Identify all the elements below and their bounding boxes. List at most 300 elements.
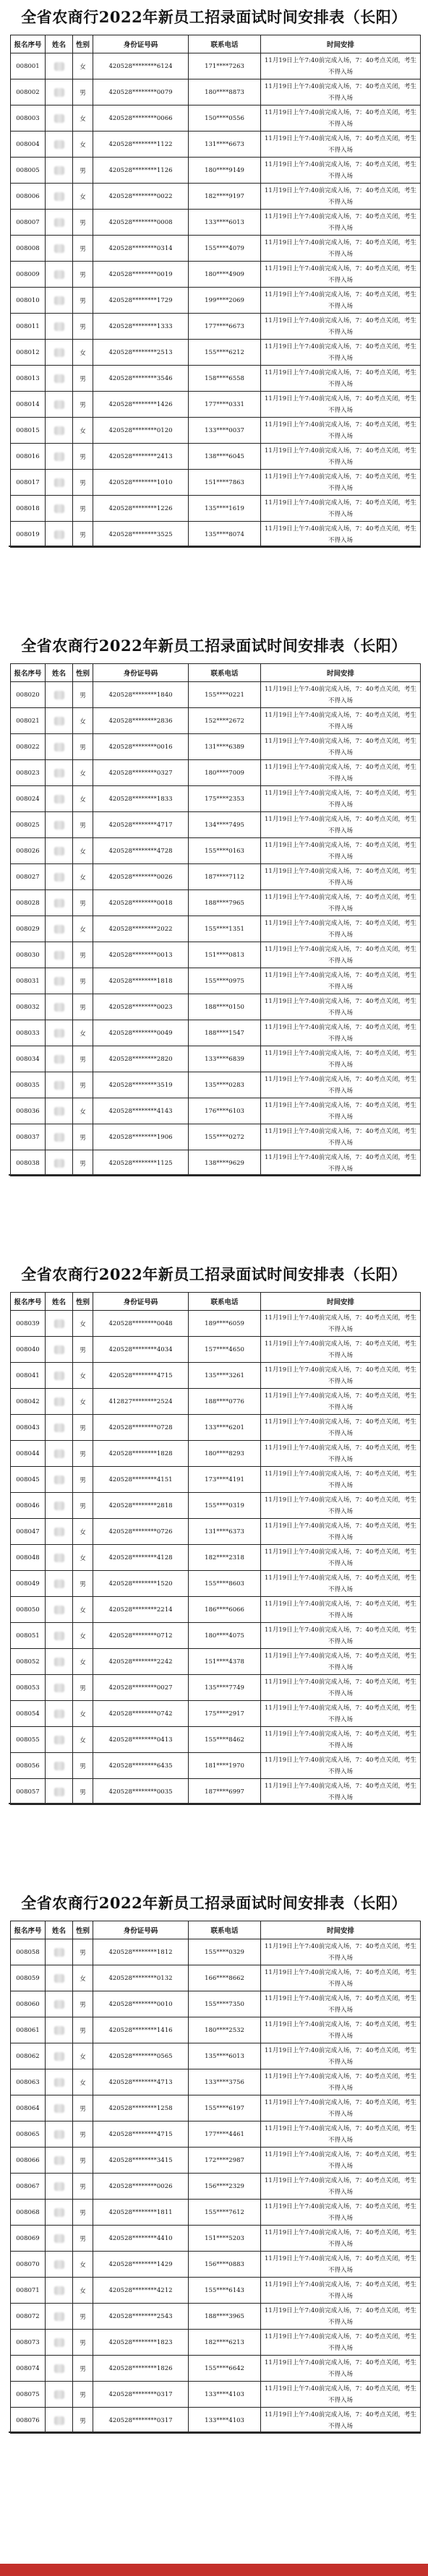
name-cell	[46, 132, 73, 158]
id-number-cell: 420528********0565	[93, 2043, 189, 2069]
time-arrangement-cell: 11月19日上午7:40前完成入场，7：40考点关闭，考生不得入场	[261, 1649, 421, 1675]
reg-number-cell: 008074	[11, 2356, 46, 2382]
id-number-cell: 420528********1906	[93, 1124, 189, 1150]
time-arrangement-cell: 11月19日上午7:40前完成入场，7：40考点关闭，考生不得入场	[261, 522, 421, 548]
redacted-name	[54, 743, 64, 751]
table-row	[11, 734, 421, 760]
table-row	[11, 1098, 421, 1124]
phone-cell: 188****0150	[189, 994, 261, 1020]
redacted-name	[54, 1476, 64, 1484]
phone-cell: 150****0556	[189, 105, 261, 132]
name-cell	[46, 496, 73, 522]
name-cell	[46, 2252, 73, 2278]
name-cell	[46, 2382, 73, 2408]
name-cell	[46, 1991, 73, 2017]
name-cell	[46, 1072, 73, 1098]
name-cell	[46, 1467, 73, 1493]
column-header: 身份证号码	[93, 35, 189, 53]
phone-cell: 187****7112	[189, 864, 261, 890]
redacted-name	[54, 847, 64, 856]
phone-cell: 166****8662	[189, 1965, 261, 1991]
table-row	[11, 522, 421, 548]
reg-number-cell: 008008	[11, 236, 46, 262]
gender-cell: 男	[73, 522, 93, 548]
time-arrangement-cell: 11月19日上午7:40前完成入场，7：40考点关闭，考生不得入场	[261, 2148, 421, 2174]
phone-cell: 180****2532	[189, 2017, 261, 2043]
id-number-cell: 420528********0132	[93, 1965, 189, 1991]
time-arrangement-cell: 11月19日上午7:40前完成入场，7：40考点关闭，考生不得入场	[261, 1389, 421, 1415]
column-header: 报名序号	[11, 35, 46, 53]
time-arrangement-cell: 11月19日上午7:40前完成入场，7：40考点关闭，考生不得入场	[261, 1545, 421, 1571]
table-row	[11, 1337, 421, 1363]
name-cell	[46, 444, 73, 470]
phone-cell: 180****4909	[189, 262, 261, 288]
redacted-name	[54, 925, 64, 934]
name-cell	[46, 184, 73, 210]
phone-cell: 177****6673	[189, 314, 261, 340]
phone-cell: 133****3756	[189, 2069, 261, 2095]
reg-number-cell: 008043	[11, 1415, 46, 1441]
phone-cell: 156****2329	[189, 2174, 261, 2200]
column-header: 身份证号码	[93, 664, 189, 682]
phone-cell: 180****7009	[189, 760, 261, 786]
id-number-cell: 420528********4715	[93, 2121, 189, 2148]
name-cell	[46, 812, 73, 838]
id-number-cell: 420528********2836	[93, 708, 189, 734]
reg-number-cell: 008052	[11, 1649, 46, 1675]
redacted-name	[54, 1423, 64, 1432]
gender-cell: 女	[73, 184, 93, 210]
id-number-cell: 420528********0022	[93, 184, 189, 210]
gender-cell: 男	[73, 1046, 93, 1072]
table-row	[11, 2043, 421, 2069]
redacted-name	[54, 1055, 64, 1064]
redacted-name	[54, 899, 64, 908]
redacted-name	[54, 1528, 64, 1536]
time-arrangement-cell: 11月19日上午7:40前完成入场，7：40考点关闭，考生不得入场	[261, 444, 421, 470]
time-arrangement-cell: 11月19日上午7:40前完成入场，7：40考点关闭，考生不得入场	[261, 1597, 421, 1623]
gender-cell: 男	[73, 682, 93, 708]
reg-number-cell: 008019	[11, 522, 46, 548]
redacted-name	[54, 2364, 64, 2373]
column-header: 性别	[73, 35, 93, 53]
phone-cell: 158****6558	[189, 366, 261, 392]
time-arrangement-cell: 11月19日上午7:40前完成入场，7：40考点关闭，考生不得入场	[261, 1363, 421, 1389]
id-number-cell: 420528********3525	[93, 522, 189, 548]
gender-cell: 女	[73, 1597, 93, 1623]
schedule-table	[10, 35, 421, 548]
table-row	[11, 682, 421, 708]
name-cell	[46, 236, 73, 262]
name-cell	[46, 79, 73, 105]
time-arrangement-cell: 11月19日上午7:40前完成入场，7：40考点关闭，考生不得入场	[261, 1441, 421, 1467]
table-row	[11, 236, 421, 262]
table-row	[11, 812, 421, 838]
page-title: 全省农商行2022年新员工招录面试时间安排表（长阳）	[21, 1894, 407, 1912]
redacted-name	[54, 1632, 64, 1640]
redacted-name	[54, 374, 64, 383]
gender-cell: 男	[73, 1415, 93, 1441]
phone-cell: 131****6373	[189, 1519, 261, 1545]
table-row	[11, 1467, 421, 1493]
phone-cell: 135****7749	[189, 1675, 261, 1701]
phone-cell: 188****1547	[189, 1020, 261, 1046]
redacted-name	[54, 2052, 64, 2061]
phone-cell: 186****6066	[189, 1597, 261, 1623]
name-cell	[46, 1779, 73, 1805]
schedule-table	[10, 1921, 421, 2434]
id-number-cell: 420528********4728	[93, 838, 189, 864]
time-arrangement-cell: 11月19日上午7:40前完成入场，7：40考点关闭，考生不得入场	[261, 1753, 421, 1779]
time-arrangement-cell: 11月19日上午7:40前完成入场，7：40考点关闭，考生不得入场	[261, 1727, 421, 1753]
reg-number-cell: 008059	[11, 1965, 46, 1991]
table-row	[11, 2174, 421, 2200]
gender-cell: 女	[73, 1098, 93, 1124]
name-cell	[46, 1493, 73, 1519]
name-cell	[46, 1046, 73, 1072]
time-arrangement-cell: 11月19日上午7:40前完成入场，7：40考点关闭，考生不得入场	[261, 1493, 421, 1519]
reg-number-cell: 008011	[11, 314, 46, 340]
reg-number-cell: 008039	[11, 1311, 46, 1337]
gender-cell: 男	[73, 1939, 93, 1965]
name-cell	[46, 418, 73, 444]
id-number-cell: 420528********1416	[93, 2017, 189, 2043]
reg-number-cell: 008066	[11, 2148, 46, 2174]
time-arrangement-cell: 11月19日上午7:40前完成入场，7：40考点关闭，考生不得入场	[261, 158, 421, 184]
redacted-name	[54, 270, 64, 279]
id-number-cell: 420528********1823	[93, 2330, 189, 2356]
reg-number-cell: 008015	[11, 418, 46, 444]
id-number-cell: 420528********0413	[93, 1727, 189, 1753]
name-cell	[46, 994, 73, 1020]
name-cell	[46, 1098, 73, 1124]
name-cell	[46, 340, 73, 366]
redacted-name	[54, 2000, 64, 2009]
id-number-cell: 420528********0317	[93, 2408, 189, 2434]
phone-cell: 155****7350	[189, 1991, 261, 2017]
column-header: 联系电话	[189, 1293, 261, 1311]
reg-number-cell: 008063	[11, 2069, 46, 2095]
reg-number-cell: 008047	[11, 1519, 46, 1545]
gender-cell: 女	[73, 418, 93, 444]
time-arrangement-cell: 11月19日上午7:40前完成入场，7：40考点关闭，考生不得入场	[261, 2252, 421, 2278]
id-number-cell: 420528********0120	[93, 418, 189, 444]
table-row	[11, 1939, 421, 1965]
redacted-name	[54, 1371, 64, 1380]
phone-cell: 180****8873	[189, 79, 261, 105]
header-row	[11, 1921, 421, 1939]
id-number-cell: 420528********0026	[93, 864, 189, 890]
gender-cell: 男	[73, 2174, 93, 2200]
id-number-cell: 420528********0317	[93, 2382, 189, 2408]
time-arrangement-cell: 11月19日上午7:40前完成入场，7：40考点关闭，考生不得入场	[261, 1020, 421, 1046]
table-row	[11, 2382, 421, 2408]
reg-number-cell: 008049	[11, 1571, 46, 1597]
header-row	[11, 1293, 421, 1311]
name-cell	[46, 2174, 73, 2200]
name-cell	[46, 1441, 73, 1467]
time-arrangement-cell: 11月19日上午7:40前完成入场，7：40考点关闭，考生不得入场	[261, 1098, 421, 1124]
id-number-cell: 420528********0018	[93, 890, 189, 916]
redacted-name	[54, 1948, 64, 1957]
redacted-name	[54, 1502, 64, 1510]
table-row	[11, 968, 421, 994]
table-row	[11, 444, 421, 470]
time-arrangement-cell: 11月19日上午7:40前完成入场，7：40考点关闭，考生不得入场	[261, 1150, 421, 1176]
gender-cell: 女	[73, 132, 93, 158]
time-arrangement-cell: 11月19日上午7:40前完成入场，7：40考点关闭，考生不得入场	[261, 184, 421, 210]
reg-number-cell: 008017	[11, 470, 46, 496]
id-number-cell: 420528********1818	[93, 968, 189, 994]
reg-number-cell: 008072	[11, 2304, 46, 2330]
column-header: 报名序号	[11, 1921, 46, 1939]
time-arrangement-cell: 11月19日上午7:40前完成入场，7：40考点关闭，考生不得入场	[261, 418, 421, 444]
reg-number-cell: 008042	[11, 1389, 46, 1415]
phone-cell: 177****4461	[189, 2121, 261, 2148]
id-number-cell: 420528********4713	[93, 2069, 189, 2095]
table-row	[11, 2304, 421, 2330]
gender-cell: 女	[73, 340, 93, 366]
table-row	[11, 340, 421, 366]
name-cell	[46, 210, 73, 236]
time-arrangement-cell: 11月19日上午7:40前完成入场，7：40考点关闭，考生不得入场	[261, 1623, 421, 1649]
gender-cell: 男	[73, 1072, 93, 1098]
id-number-cell: 420528********1226	[93, 496, 189, 522]
time-arrangement-cell: 11月19日上午7:40前完成入场，7：40考点关闭，考生不得入场	[261, 1675, 421, 1701]
gender-cell: 女	[73, 708, 93, 734]
table-row	[11, 838, 421, 864]
reg-number-cell: 008069	[11, 2226, 46, 2252]
time-arrangement-cell: 11月19日上午7:40前完成入场，7：40考点关闭，考生不得入场	[261, 1415, 421, 1441]
gender-cell: 男	[73, 314, 93, 340]
header-row	[11, 664, 421, 682]
page-separator	[9, 546, 421, 547]
table-row	[11, 2017, 421, 2043]
time-arrangement-cell: 11月19日上午7:40前完成入场，7：40考点关闭，考生不得入场	[261, 994, 421, 1020]
id-number-cell: 420528********3546	[93, 366, 189, 392]
name-cell	[46, 890, 73, 916]
time-arrangement-cell: 11月19日上午7:40前完成入场，7：40考点关闭，考生不得入场	[261, 942, 421, 968]
table-row	[11, 994, 421, 1020]
table-row	[11, 2121, 421, 2148]
gender-cell: 男	[73, 1150, 93, 1176]
reg-number-cell: 008001	[11, 53, 46, 79]
id-number-cell: 420528********0049	[93, 1020, 189, 1046]
redacted-name	[54, 2260, 64, 2269]
name-cell	[46, 864, 73, 890]
table-row	[11, 1965, 421, 1991]
time-arrangement-cell: 11月19日上午7:40前完成入场，7：40考点关闭，考生不得入场	[261, 366, 421, 392]
id-number-cell: 420528********1126	[93, 158, 189, 184]
name-cell	[46, 2330, 73, 2356]
table-row	[11, 1545, 421, 1571]
time-arrangement-cell: 11月19日上午7:40前完成入场，7：40考点关闭，考生不得入场	[261, 708, 421, 734]
table-row	[11, 2408, 421, 2434]
id-number-cell: 420528********3519	[93, 1072, 189, 1098]
name-cell	[46, 1753, 73, 1779]
gender-cell: 女	[73, 2278, 93, 2304]
reg-number-cell: 008030	[11, 942, 46, 968]
id-number-cell: 420528********2543	[93, 2304, 189, 2330]
id-number-cell: 420528********0728	[93, 1415, 189, 1441]
gender-cell: 女	[73, 864, 93, 890]
page-separator	[9, 1174, 421, 1176]
gender-cell: 女	[73, 1727, 93, 1753]
reg-number-cell: 008073	[11, 2330, 46, 2356]
time-arrangement-cell: 11月19日上午7:40前完成入场，7：40考点关闭，考生不得入场	[261, 2330, 421, 2356]
phone-cell: 155****6143	[189, 2278, 261, 2304]
phone-cell: 151****5203	[189, 2226, 261, 2252]
name-cell	[46, 470, 73, 496]
name-cell	[46, 942, 73, 968]
name-cell	[46, 1965, 73, 1991]
redacted-name	[54, 977, 64, 986]
reg-number-cell: 008053	[11, 1675, 46, 1701]
gender-cell: 男	[73, 79, 93, 105]
phone-cell: 155****4079	[189, 236, 261, 262]
name-cell	[46, 1363, 73, 1389]
time-arrangement-cell: 11月19日上午7:40前完成入场，7：40考点关闭，考生不得入场	[261, 812, 421, 838]
redacted-name	[54, 2026, 64, 2035]
reg-number-cell: 008051	[11, 1623, 46, 1649]
gender-cell: 男	[73, 2148, 93, 2174]
redacted-name	[54, 1345, 64, 1354]
gender-cell: 男	[73, 366, 93, 392]
id-number-cell: 420528********4715	[93, 1363, 189, 1389]
reg-number-cell: 008026	[11, 838, 46, 864]
name-cell	[46, 1649, 73, 1675]
table-row	[11, 1441, 421, 1467]
reg-number-cell: 008029	[11, 916, 46, 942]
table-row	[11, 942, 421, 968]
reg-number-cell: 008056	[11, 1753, 46, 1779]
phone-cell: 182****9197	[189, 184, 261, 210]
name-cell	[46, 2356, 73, 2382]
id-number-cell: 420528********0035	[93, 1779, 189, 1805]
redacted-name	[54, 166, 64, 175]
name-cell	[46, 1597, 73, 1623]
gender-cell: 男	[73, 392, 93, 418]
table-row	[11, 1779, 421, 1805]
phone-cell: 133****6201	[189, 1415, 261, 1441]
reg-number-cell: 008067	[11, 2174, 46, 2200]
table-row	[11, 470, 421, 496]
table-row	[11, 1363, 421, 1389]
time-arrangement-cell: 11月19日上午7:40前完成入场，7：40考点关闭，考生不得入场	[261, 1046, 421, 1072]
table-row	[11, 1311, 421, 1337]
reg-number-cell: 008031	[11, 968, 46, 994]
id-number-cell: 420528********1258	[93, 2095, 189, 2121]
time-arrangement-cell: 11月19日上午7:40前完成入场，7：40考点关闭，考生不得入场	[261, 1939, 421, 1965]
redacted-name	[54, 2104, 64, 2113]
id-number-cell: 420528********0048	[93, 1311, 189, 1337]
time-arrangement-cell: 11月19日上午7:40前完成入场，7：40考点关闭，考生不得入场	[261, 2121, 421, 2148]
reg-number-cell: 008018	[11, 496, 46, 522]
time-arrangement-cell: 11月19日上午7:40前完成入场，7：40考点关闭，考生不得入场	[261, 288, 421, 314]
phone-cell: 182****2318	[189, 1545, 261, 1571]
id-number-cell: 420528********1429	[93, 2252, 189, 2278]
gender-cell: 男	[73, 1337, 93, 1363]
phone-cell: 155****0221	[189, 682, 261, 708]
id-number-cell: 420528********2022	[93, 916, 189, 942]
phone-cell: 180****9149	[189, 158, 261, 184]
name-cell	[46, 2278, 73, 2304]
reg-number-cell: 008054	[11, 1701, 46, 1727]
gender-cell: 女	[73, 1519, 93, 1545]
redacted-name	[54, 873, 64, 882]
gender-cell: 男	[73, 994, 93, 1020]
schedule-table	[10, 663, 421, 1176]
name-cell	[46, 2095, 73, 2121]
table-row	[11, 1571, 421, 1597]
id-number-cell: 420528********4034	[93, 1337, 189, 1363]
name-cell	[46, 1727, 73, 1753]
id-number-cell: 420528********0019	[93, 262, 189, 288]
time-arrangement-cell: 11月19日上午7:40前完成入场，7：40考点关闭，考生不得入场	[261, 2304, 421, 2330]
reg-number-cell: 008016	[11, 444, 46, 470]
table-row	[11, 1649, 421, 1675]
time-arrangement-cell: 11月19日上午7:40前完成入场，7：40考点关闭，考生不得入场	[261, 760, 421, 786]
table-row	[11, 53, 421, 79]
table-row	[11, 79, 421, 105]
table-row	[11, 708, 421, 734]
gender-cell: 女	[73, 838, 93, 864]
name-cell	[46, 1124, 73, 1150]
id-number-cell: 420528********0327	[93, 760, 189, 786]
table-row	[11, 2356, 421, 2382]
gender-cell: 男	[73, 1753, 93, 1779]
redacted-name	[54, 114, 64, 123]
reg-number-cell: 008064	[11, 2095, 46, 2121]
redacted-name	[54, 1159, 64, 1168]
column-header: 性别	[73, 1293, 93, 1311]
phone-cell: 133****6013	[189, 210, 261, 236]
table-row	[11, 132, 421, 158]
column-header: 联系电话	[189, 35, 261, 53]
table-row	[11, 105, 421, 132]
name-cell	[46, 366, 73, 392]
gender-cell: 女	[73, 1649, 93, 1675]
phone-cell: 155****0163	[189, 838, 261, 864]
phone-cell: 134****7495	[189, 812, 261, 838]
time-arrangement-cell: 11月19日上午7:40前完成入场，7：40考点关闭，考生不得入场	[261, 340, 421, 366]
redacted-name	[54, 2390, 64, 2399]
time-arrangement-cell: 11月19日上午7:40前完成入场，7：40考点关闭，考生不得入场	[261, 2408, 421, 2434]
phone-cell: 189****6059	[189, 1311, 261, 1337]
id-number-cell: 420528********0016	[93, 734, 189, 760]
id-number-cell: 420528********4151	[93, 1467, 189, 1493]
gender-cell: 男	[73, 2200, 93, 2226]
column-header: 姓名	[46, 35, 73, 53]
gender-cell: 女	[73, 786, 93, 812]
table-row	[11, 890, 421, 916]
redacted-name	[54, 1003, 64, 1012]
gender-cell: 女	[73, 2043, 93, 2069]
table-row	[11, 262, 421, 288]
phone-cell: 133****4103	[189, 2382, 261, 2408]
table-row	[11, 1046, 421, 1072]
name-cell	[46, 760, 73, 786]
redacted-name	[54, 1319, 64, 1328]
table-row	[11, 418, 421, 444]
time-arrangement-cell: 11月19日上午7:40前完成入场，7：40考点关闭，考生不得入场	[261, 890, 421, 916]
column-header: 性别	[73, 1921, 93, 1939]
id-number-cell: 420528********4143	[93, 1098, 189, 1124]
reg-number-cell: 008020	[11, 682, 46, 708]
table-row	[11, 2200, 421, 2226]
gender-cell: 男	[73, 734, 93, 760]
table-row	[11, 392, 421, 418]
